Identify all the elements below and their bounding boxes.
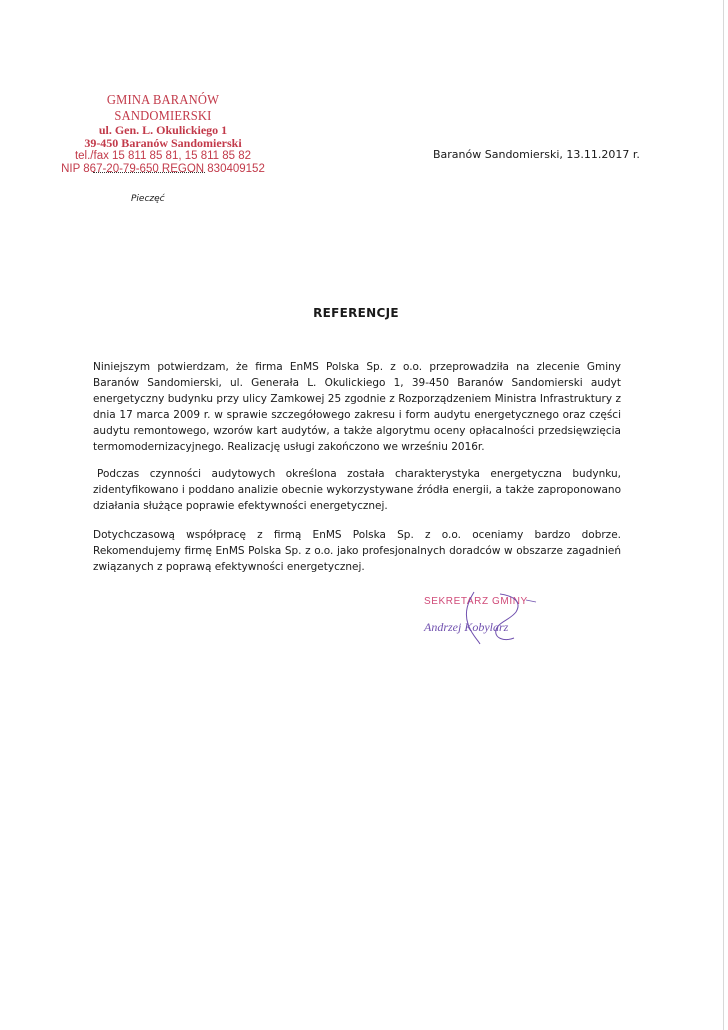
paragraph-3: Dotychczasową współpracę z firmą EnMS Polska Sp. z o.o. oceniamy bardzo dobrze. Rekomendujemy firmę EnMS Polska Sp. z o.o. jako profesjonalnych doradców w obszarze zagadnień związanych z poprawą efektywności energetycznej. [93, 529, 621, 573]
stamp-line-name: GMINA BARANÓW SANDOMIERSKI [106, 92, 220, 123]
paragraph-1: Niniejszym potwierdzam, że firma EnMS Polska Sp. z o.o. przeprowadziła na zlecenie Gminy Baranów Sandomierski, ul. Generała L. Okulickiego 1, 39-450 Baranów Sandomierski audyt energetyczny budynku przy ulicy Zamkowej 25 zgodnie z Rozporządzeniem Ministra Infrastruktury z dnia 17 marca 2009 r. w sprawie szczegółowego zakresu i form audytu energetycznego oraz części audytu remontowego, wzorów kart audytów, a także algorytmu oceny opłacalności przedsięwzięcia termomodernizacyjnego. Realizację usługi zakończono we wrześniu 2016r. [93, 361, 621, 453]
stamp-line-tax-id: NIP 867-20-79-650 REGON 830409152 [61, 162, 265, 175]
stamp-line-street: ul. Gen. L. Okulickiego 1 [98, 123, 228, 137]
signature-stamp-title: SEKRETARZ GMINY [424, 596, 528, 607]
date-place: Baranów Sandomierski, 13.11.2017 r. [433, 148, 640, 161]
stamp-line-phone: tel./fax 15 811 85 81, 15 811 85 82 [74, 150, 252, 162]
stamp-line-city: 39-450 Baranów Sandomierski [84, 136, 242, 150]
stamp-dotted-line [93, 172, 205, 173]
handwritten-signature-icon [418, 590, 558, 646]
signature-stamp [418, 590, 558, 646]
paragraph-2: Podczas czynności audytowych określona została charakterystyka energetyczna budynku, zidentyfikowano i poddano analizie obecnie wykorzystywane źródła energii, a także zaproponowano działania służące poprawie efektywności energetycznej. [93, 468, 621, 512]
document-title: REFERENCJE [313, 306, 399, 320]
page-edge-line [723, 0, 724, 1030]
municipality-stamp [58, 92, 268, 175]
signature-stamp-name: Andrzej Kobylarz [424, 620, 509, 634]
stamp-caption: Pieczęć [131, 194, 165, 204]
